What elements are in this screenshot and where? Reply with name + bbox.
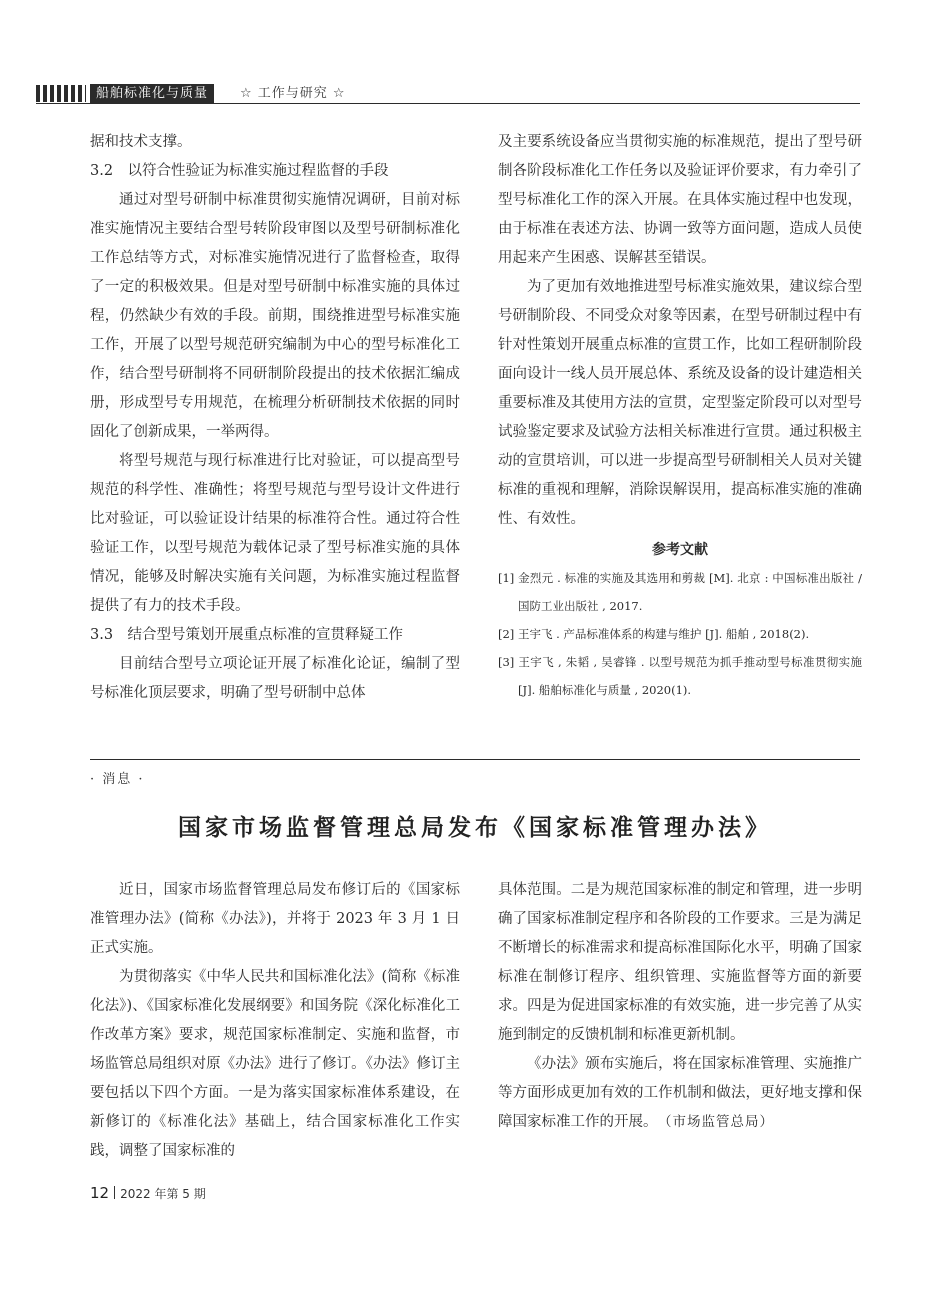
header-stripes-decoration <box>36 85 86 102</box>
paragraph: 目前结合型号立项论证开展了标准化论证，编制了型号标准化顶层要求，明确了型号研制中总体 <box>90 656 460 701</box>
section-heading-3-3: 3.3 结合型号策划开展重点标准的宣贯释疑工作 <box>90 627 404 643</box>
article-left-column <box>90 128 460 708</box>
header-rule <box>36 103 860 104</box>
running-header <box>36 84 860 104</box>
paragraph: 为贯彻落实《中华人民共和国标准化法》(简称《标准化法》)、《国家标准化发展纲要》和国务院《深化标准化工作改革方案》要求，规范国家标准制定、实施和监督，市场监管总局组织对原《办法》进行了修订。《办法》修订主要包括以下四个方面。一是为落实国家标准体系建设，在新修订的《标准化法》基础上，结合国家标准化工作实践，调整了国家标准的 <box>90 969 460 1159</box>
paragraph <box>498 1050 862 1137</box>
page-number: 12 <box>90 1184 110 1202</box>
reference-item: [3] 王宇飞 , 朱韬 , 吴睿锋 . 以型号规范为抓手推动型号标准贯彻实施 [J]. 船舶标准化与质量 , 2020(1). <box>498 655 862 697</box>
paragraph-text: 《办法》颁布实施后，将在国家标准管理、实施推广等方面形成更加有效的工作机制和做法，更好地支撑和保障国家标准工作的开展。 <box>498 1056 862 1130</box>
news-right-column <box>498 876 862 1137</box>
section-label: ☆ 工作与研究 ☆ <box>240 86 346 101</box>
references-title: 参考文献 <box>652 542 708 558</box>
section-heading-3-2: 3.2 以符合性验证为标准实施过程监督的手段 <box>90 163 389 179</box>
paragraph-continued: 据和技术支撑。 <box>90 134 192 150</box>
journal-name: 船舶标准化与质量 <box>90 84 214 104</box>
news-divider <box>90 759 860 760</box>
paragraph: 通过对型号研制中标准贯彻实施情况调研，目前对标准实施情况主要结合型号转阶段审图以及型号研制标准化工作总结等方式，对标准实施情况进行了监督检查，取得了一定的积极效果。但是对型号研制中标准实施的具体过程，仍然缺少有效的手段。前期，围绕推进型号标准实施工作，开展了以型号规范研究编制为中心的型号标准化工作，结合型号研制将不同研制阶段提出的技术依据汇编成册，形成型号专用规范，在梳理分析研制技术依据的同时固化了创新成果，一举两得。 <box>90 192 460 440</box>
news-label: · 消息 · <box>90 772 145 787</box>
paragraph: 近日，国家市场监督管理总局发布修订后的《国家标准管理办法》(简称《办法》)，并将于 2023 年 3 月 1 日正式实施。 <box>90 882 460 956</box>
page-footer <box>90 1182 206 1204</box>
article-right-column <box>498 128 862 704</box>
news-source: （市场监管总局） <box>664 1114 774 1130</box>
news-title: 国家市场监督管理总局发布《国家标准管理办法》 <box>178 814 772 841</box>
footer-separator <box>114 1186 115 1199</box>
reference-item: [2] 王宇飞 . 产品标准体系的构建与维护 [J]. 船舶 , 2018(2). <box>498 627 810 641</box>
issue-label: 2022 年第 5 期 <box>120 1187 206 1201</box>
reference-item: [1] 金烈元 . 标准的实施及其选用和剪裁 [M]. 北京 : 中国标准出版社 / 国防工业出版社 , 2017. <box>498 571 862 613</box>
paragraph-continued: 及主要系统设备应当贯彻实施的标准规范，提出了型号研制各阶段标准化工作任务以及验证评价要求，有力牵引了型号标准化工作的深入开展。在具体实施过程中也发现，由于标准在表述方法、协调一致等方面问题，造成人员使用起来产生困惑、误解甚至错误。 <box>498 134 862 266</box>
news-left-column <box>90 876 460 1166</box>
paragraph: 为了更加有效地推进型号标准实施效果，建议综合型号研制阶段、不同受众对象等因素，在型号研制过程中有针对性策划开展重点标准的宣贯工作，比如工程研制阶段面向设计一线人员开展总体、系统及设备的设计建造相关重要标准及其使用方法的宣贯，定型鉴定阶段可以对型号试验鉴定要求及试验方法相关标准进行宣贯。通过积极主动的宣贯培训，可以进一步提高型号研制相关人员对关键标准的重视和理解，消除误解误用，提高标准实施的准确性、有效性。 <box>498 279 862 527</box>
paragraph: 将型号规范与现行标准进行比对验证，可以提高型号规范的科学性、准确性；将型号规范与型号设计文件进行比对验证，可以验证设计结果的标准符合性。通过符合性验证工作，以型号规范为载体记录了型号标准实施的具体情况，能够及时解决实施有关问题，为标准实施过程监督提供了有力的技术手段。 <box>90 453 460 614</box>
paragraph-continued: 具体范围。二是为规范国家标准的制定和管理，进一步明确了国家标准制定程序和各阶段的工作要求。三是为满足不断增长的标准需求和提高标准国际化水平，明确了国家标准在制修订程序、组织管理、实施监督等方面的新要求。四是为促进国家标准的有效实施，进一步完善了从实施到制定的反馈机制和标准更新机制。 <box>498 882 862 1043</box>
